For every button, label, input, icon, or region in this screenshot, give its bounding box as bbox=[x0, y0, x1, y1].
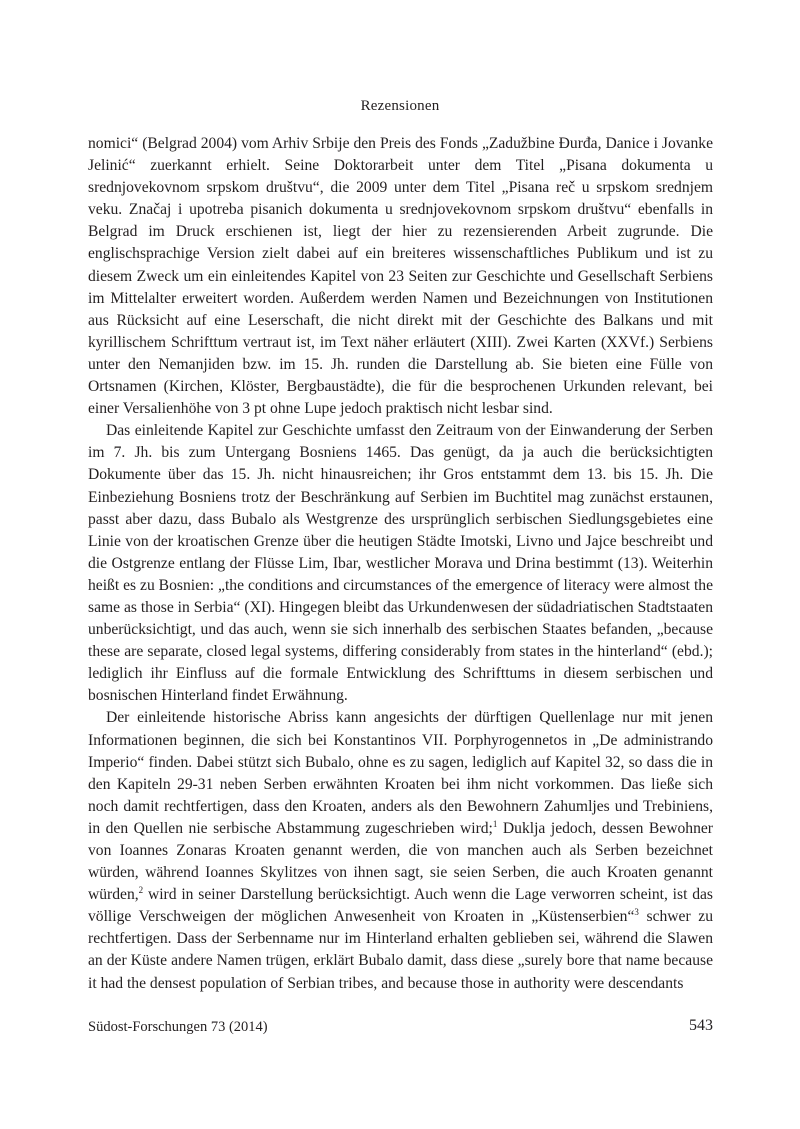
paragraph-3-part-b: Duklja jedoch, dessen Bewohner von Ioannes Zonaras Kroaten genannt werden, die von manchen auch als Serben bezeichnet würden, während Ioannes Skylitzes von ihnen sagt, sie seien Serben, die auch Kroaten genannt würden, bbox=[88, 819, 713, 904]
footnote-ref-3[interactable]: 3 bbox=[634, 907, 639, 918]
paragraph-2: Das einleitende Kapitel zur Geschichte umfasst den Zeitraum von der Einwanderung der Serben im 7. Jh. bis zum Untergang Bosniens 1465. Das genügt, da ja auch die berücksichtigten Dokumente über das 15. Jh. nicht hinausreichen; ihr Gros entstammt dem 13. bis 15. Jh. Die Einbeziehung Bosniens trotz der Beschränkung auf Serbien im Buchtitel mag zunächst erstaunen, passt aber dazu, dass Bubalo als Westgrenze des ursprünglich serbischen Siedlungsgebietes eine Linie von der kroatischen Grenze über die heutigen Städte Imotski, Livno und Jajce beschreibt und die Ostgrenze entlang der Flüsse Lim, Ibar, westlicher Morava und Drina bestimmt (13). Weiterhin heißt es zu Bosnien: „the conditions and circumstances of the emergence of literacy were almost the same as those in Serbia“ (XI). Hingegen bleibt das Urkundenwesen der südadriatischen Stadtstaaten unberücksichtigt, und das auch, wenn sie sich innerhalb des serbischen Staates befanden, „because these are separate, closed legal systems, differing considerably from states in the hinterland“ (ebd.); lediglich ihr Einfluss auf die formale Entwicklung des Schrifttums in diesem serbischen und bosnischen Hinterland findet Erwähnung. bbox=[88, 422, 713, 705]
footnote-ref-2[interactable]: 2 bbox=[138, 885, 144, 895]
body-text bbox=[88, 133, 713, 995]
paragraph-1: nomici“ (Belgrad 2004) vom Arhiv Srbije den Preis des Fonds „Zadužbine Đurđa, Danice i Jovanke Jelinić“ zuerkannt erhielt. Seine Doktorarbeit unter dem Titel „Pisana dokumenta u srednjovekovnom srpskom društvu“, die 2009 unter dem Titel „Pisana reč u srpskom srednjem veku. Značaj i upotreba pisanich dokumenta u srednjovekovnom srpskom društvu“ ebenfalls in Belgrad im Druck erschienen ist, liegt der hier zu rezensierenden Arbeit zugrunde. Die englischsprachige Version zielt dabei auf ein breiteres wissenschaftliches Publikum und ist zu diesem Zweck um ein einleitendes Kapitel von 23 Seiten zur Geschichte und Gesellschaft Serbiens im Mittelalter erweitert worden. Außerdem werden Namen und Bezeichnungen von Institutionen aus Rücksicht auf eine Leserschaft, die nicht direkt mit der Geschichte des Balkans und mit kyrillischem Schrifttum vertraut ist, im Text näher erläutert (XIII). Zwei Karten (XXVf.) Serbiens unter den Nemanjiden bzw. im 15. Jh. runden die Darstellung ab. Sie bieten eine Fülle von Ortsnamen (Kirchen, Klöster, Bergbaustädte), die für die besprochenen Urkunden relevant, bei einer Versalienhöhe von 3 pt ohne Lupe jedoch praktisch nicht lesbar sind. bbox=[88, 135, 713, 418]
paragraph-3 bbox=[88, 707, 713, 994]
paragraph-3-part-d: schwer zu rechtfertigen. Dass der Serbenname nur im Hinterland erhalten geblieben sei, während die Slawen an der Küste andere Namen trügen, erklärt Bubalo damit, dass diese „surely bore that name because it had the densest population of Serbian tribes, and because those in authority were descendants bbox=[88, 908, 713, 992]
footer-journal: Südost-Forschungen 73 (2014) bbox=[88, 1019, 268, 1035]
running-header: Rezensionen bbox=[360, 98, 440, 114]
paragraph-3-part-a: Der einleitende historische Abriss kann angesichts der dürftigen Quellenlage nur mit jenen Informationen beginnen, die sich bei Konstantinos VII. Porphyrogennetos in „De administrando Imperio“ finden. Dabei stützt sich Bubalo, ohne es zu sagen, lediglich auf Kapitel 32, so dass die in den Kapiteln 29-31 neben Serben erwähnten Kroaten bei ihm nicht vorkommen. Das ließe sich noch damit rechtfertigen, dass den Kroaten, anders als den Bewohnern Zahumljes und Trebiniens, in den Quellen nie serbische Abstammung zugeschrieben wird; bbox=[88, 709, 713, 837]
paragraph-3-part-c: wird in seiner Darstellung berücksichtigt. Auch wenn die Lage verworren scheint, ist das völlige Verschweigen der möglichen Anwesenheit von Kroaten in „Küstenserbien“ bbox=[88, 886, 713, 926]
footnote-ref-1[interactable]: 1 bbox=[492, 818, 498, 829]
page-number: 543 bbox=[689, 1017, 713, 1034]
